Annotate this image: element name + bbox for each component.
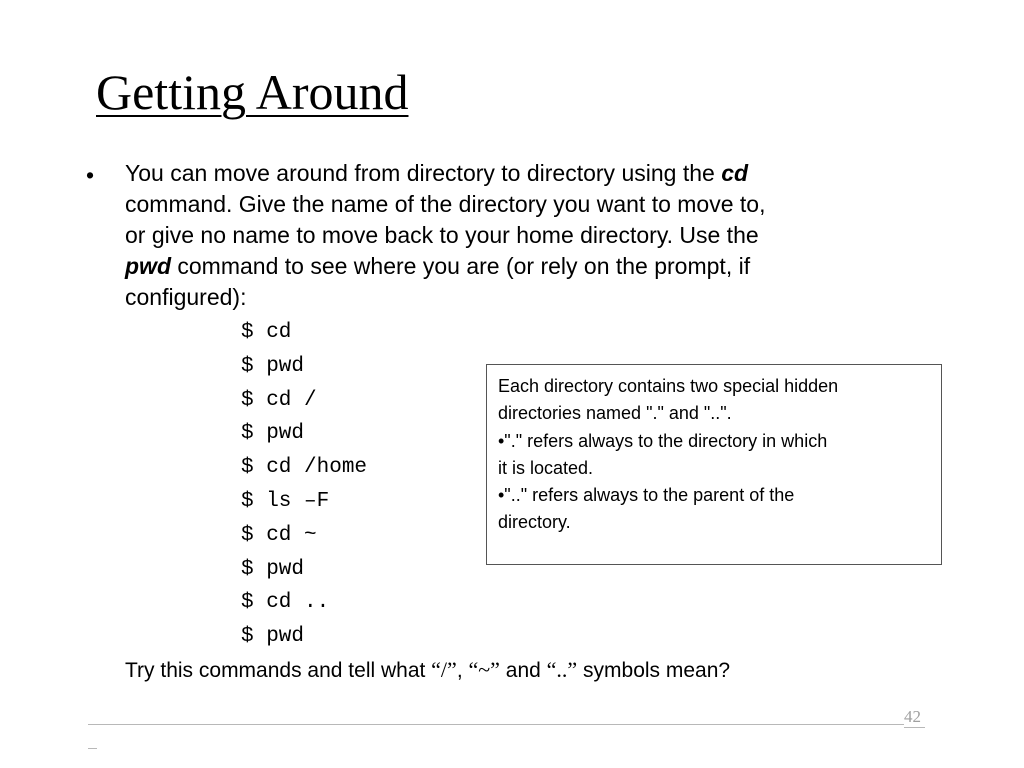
tilde-symbol: “~” xyxy=(468,657,500,682)
slide-title: Getting Around xyxy=(96,64,409,120)
footer-dash xyxy=(88,748,97,749)
note-line: directory. xyxy=(498,512,571,533)
slash-symbol: “/” xyxy=(431,657,457,682)
question-separator: , xyxy=(456,659,469,682)
pwd-keyword: pwd xyxy=(125,253,171,279)
command-list xyxy=(241,316,367,654)
command-line: $ cd .. xyxy=(241,591,330,615)
bullet-line-1-text: You can move around from directory to directory using the xyxy=(125,160,722,186)
bullet-line-1 xyxy=(125,158,935,189)
note-line: •"." refers always to the directory in which xyxy=(498,430,828,451)
dotdot-symbol: “..” xyxy=(546,657,578,682)
bullet-line-5: configured): xyxy=(125,284,247,310)
command-line: $ cd xyxy=(241,321,292,344)
bullet-line-4 xyxy=(125,251,935,282)
command-line: $ pwd xyxy=(241,625,305,649)
command-line: $ cd ~ xyxy=(241,523,317,547)
command-line: $ pwd xyxy=(241,557,305,581)
bullet-paragraph xyxy=(125,158,935,313)
command-line: $ cd / xyxy=(241,388,317,412)
bullet-line-4-text: command to see where you are (or rely on the prompt, if xyxy=(171,253,751,279)
footer-divider xyxy=(88,724,904,725)
question-text-end: symbols mean? xyxy=(577,659,731,682)
exercise-question xyxy=(125,655,730,686)
note-line: Each directory contains two special hidden xyxy=(498,376,839,396)
command-line: $ pwd xyxy=(241,354,305,378)
command-line: $ pwd xyxy=(241,422,305,446)
command-line: $ cd /home xyxy=(241,456,368,480)
question-text-start: Try this commands and tell what xyxy=(125,659,432,682)
note-line: it is located. xyxy=(498,457,594,478)
bullet-marker: • xyxy=(86,162,95,188)
command-line: $ ls –F xyxy=(241,489,330,513)
cd-keyword: cd xyxy=(721,160,749,186)
note-line: directories named "." and "..". xyxy=(498,403,732,424)
bullet-line-2: command. Give the name of the directory you want to move to, xyxy=(125,191,766,217)
question-separator: and xyxy=(499,659,547,682)
bullet-line-3: or give no name to move back to your home directory. Use the xyxy=(125,222,759,248)
note-line: •".." refers always to the parent of the xyxy=(498,485,795,506)
hidden-directories-note xyxy=(486,364,942,565)
page-number: 42 xyxy=(904,707,925,728)
